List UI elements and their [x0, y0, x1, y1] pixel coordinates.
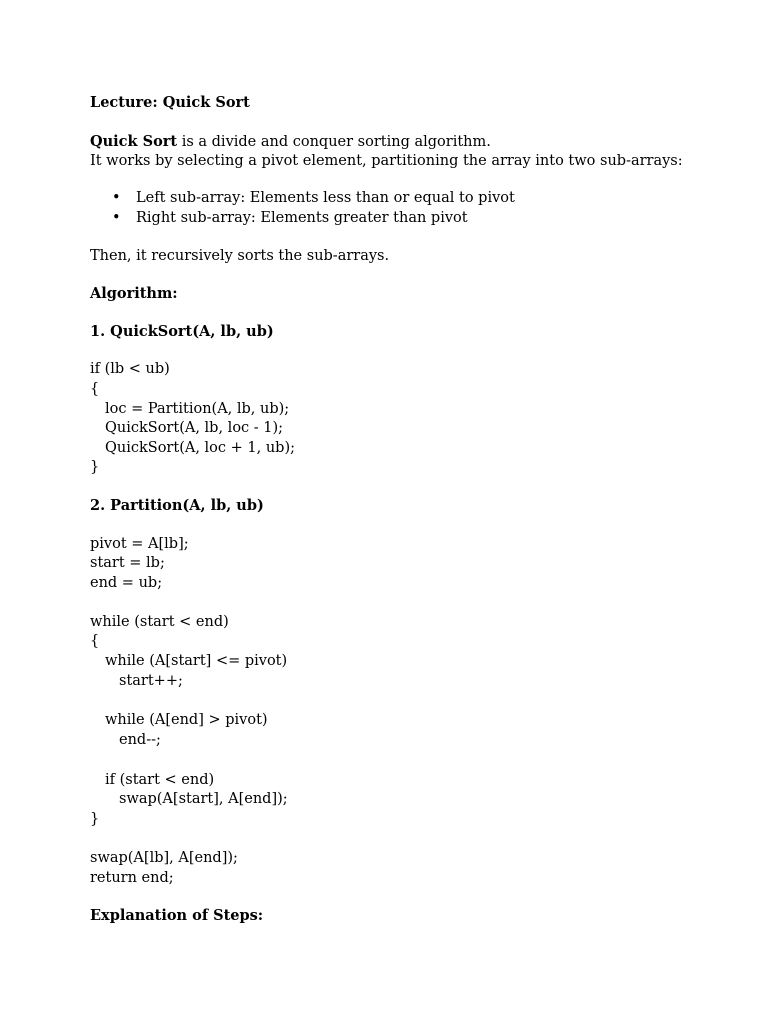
partition-heading: 2. Partition(A, lb, ub) — [90, 497, 264, 514]
explanation-heading: Explanation of Steps: — [90, 907, 264, 924]
code-line: } — [90, 459, 100, 475]
recursion-text: Then, it recursively sorts the sub-arrays. — [90, 248, 390, 264]
code-line: end = ub; — [90, 575, 163, 591]
bullet-marker: • — [112, 210, 121, 226]
code-line: start = lb; — [90, 555, 165, 571]
bullet-item-left: Left sub-array: Elements less than or equal to pivot — [136, 190, 515, 206]
quicksort-heading: 1. QuickSort(A, lb, ub) — [90, 323, 274, 340]
code-line: } — [90, 811, 100, 827]
intro-line-1 — [90, 133, 491, 151]
intro-definition: is a divide and conquer sorting algorithm. — [177, 134, 491, 150]
code-line: swap(A[lb], A[end]); — [90, 850, 238, 866]
code-line: loc = Partition(A, lb, ub); — [105, 401, 290, 417]
code-line: if (lb < ub) — [90, 361, 170, 377]
code-line: end--; — [119, 732, 161, 748]
code-line: swap(A[start], A[end]); — [119, 791, 288, 807]
quick-sort-term: Quick Sort — [90, 133, 178, 150]
code-line: while (start < end) — [90, 614, 229, 630]
bullet-marker: • — [112, 190, 121, 206]
intro-line-2: It works by selecting a pivot element, partitioning the array into two sub-arrays: — [90, 153, 683, 169]
code-line: { — [90, 633, 100, 649]
code-line: { — [90, 381, 100, 397]
page-title: Lecture: Quick Sort — [90, 94, 250, 111]
code-line: if (start < end) — [105, 772, 215, 788]
code-line: QuickSort(A, loc + 1, ub); — [105, 440, 296, 456]
bullet-item-right: Right sub-array: Elements greater than pivot — [136, 210, 468, 226]
code-line: while (A[end] > pivot) — [105, 712, 268, 728]
code-line: start++; — [119, 673, 183, 689]
code-line: return end; — [90, 870, 174, 886]
algorithm-heading: Algorithm: — [90, 285, 178, 302]
code-line: pivot = A[lb]; — [90, 536, 189, 552]
code-line: while (A[start] <= pivot) — [105, 653, 288, 669]
code-line: QuickSort(A, lb, loc - 1); — [105, 420, 284, 436]
